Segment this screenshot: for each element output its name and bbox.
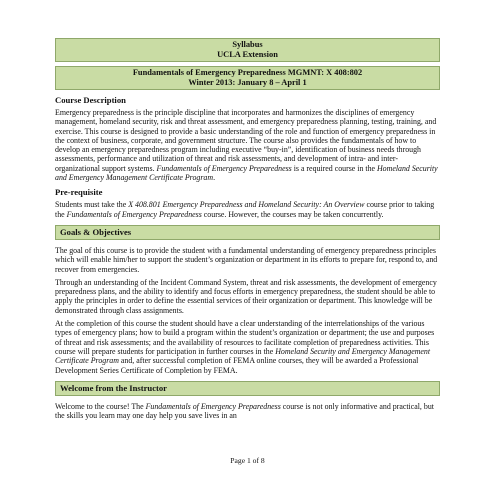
welcome-heading-band: Welcome from the Instructor [55,381,440,396]
prerequisite-italic2: Fundamentals of Emergency Preparedness [66,209,202,219]
goals-paragraph-1: The goal of this course is to provide the student with a fundamental understanding of emergency preparedness principles which will enable him/her to support the student’s organization or department in its efforts to prepare for, respond to, and recover from emergencies. [55,245,438,274]
goals-paragraph-2: Through an understanding of the Incident Command System, threat and risk assessments, the development of emergency preparedness plans, and the ability to identify and focus efforts in emergency preparedness, the student should be able to apply the principles in order to define the essential services of their organization or department. This knowledge will be demonstrated through class assignments. [55,277,437,315]
course-description-part1: Emergency preparedness is the principle discipline that incorporates and harmonizes the disciplines of emergency management, homeland security, risk and threat assessment, and emergency preparedness planning, testing, training, and exercise. This course is designed to provide a basic understanding of the role and function of emergency preparedness in the context of business, corporate, and government structure. The course also provides the fundamentals of how to develop an emergency preparedness program including executive “buy-in”, identification of business needs through assessments, performance and utilization of threat and risk assessments, and development of intra- and inter-organizational support systems. [55,108,437,173]
prerequisite-part1: Students must take the [55,200,129,210]
course-description-part2: is a required course in the [291,163,377,173]
course-term: Winter 2013: January 8 – April 1 [188,78,307,87]
course-description-text [55,108,440,182]
header-band [55,38,440,62]
goals-p3-italic1: Homeland Security and Emergency Management Certificate Program [55,346,431,366]
goals-heading-band: Goals & Objectives [55,225,440,240]
course-title: Fundamentals of Emergency Preparedness MGMNT: X 408:802 [132,68,363,77]
prerequisite-heading: Pre-requisite [55,187,103,198]
prerequisite-italic1: X 408.801 Emergency Preparedness and Homeland Security: An Overview [128,200,365,210]
course-description-part3: . [213,173,216,183]
welcome-part1: Welcome to the course! The [55,401,146,411]
course-description-italic2: Homeland Security and Emergency Management Certificate Program [55,163,438,183]
welcome-italic1: Fundamentals of Emergency Preparedness [145,401,281,411]
goals-p3-part1: At the completion of this course the student should have a clear understanding of the interrelationships of the various types of emergency plans; how to build a program within the student’s organization or department; the use and purposes of threat and risk assessments; and the availability of resources to facilitate completion of preparedness activities. This course will prepare students for participation in further courses in the [55,319,435,356]
page-number: Page 1 of 8 [230,456,265,465]
course-description-heading: Course Description [55,95,126,105]
header-line-ucla: UCLA Extension [217,50,278,59]
welcome-part2: course is not only informative and practical, but the skills you learn may one day help you save lives in an [55,401,434,421]
welcome-text [55,402,440,421]
syllabus-page [55,38,440,424]
goals-paragraph-3 [55,319,440,375]
goals-p3-part2: and, after successful completion of FEMA online courses, they will be awarded a Professional Development Series Certificate of Completion by FEMA. [55,356,419,375]
course-description-italic1: Fundamentals of Emergency Preparedness [156,163,292,173]
course-title-band [55,66,440,90]
prerequisite-part3: course. However, the courses may be taken concurrently. [201,209,384,219]
prerequisite-text [55,200,440,219]
prerequisite-part2: course prior to taking the [55,200,435,219]
header-line-syllabus: Syllabus [232,40,263,49]
